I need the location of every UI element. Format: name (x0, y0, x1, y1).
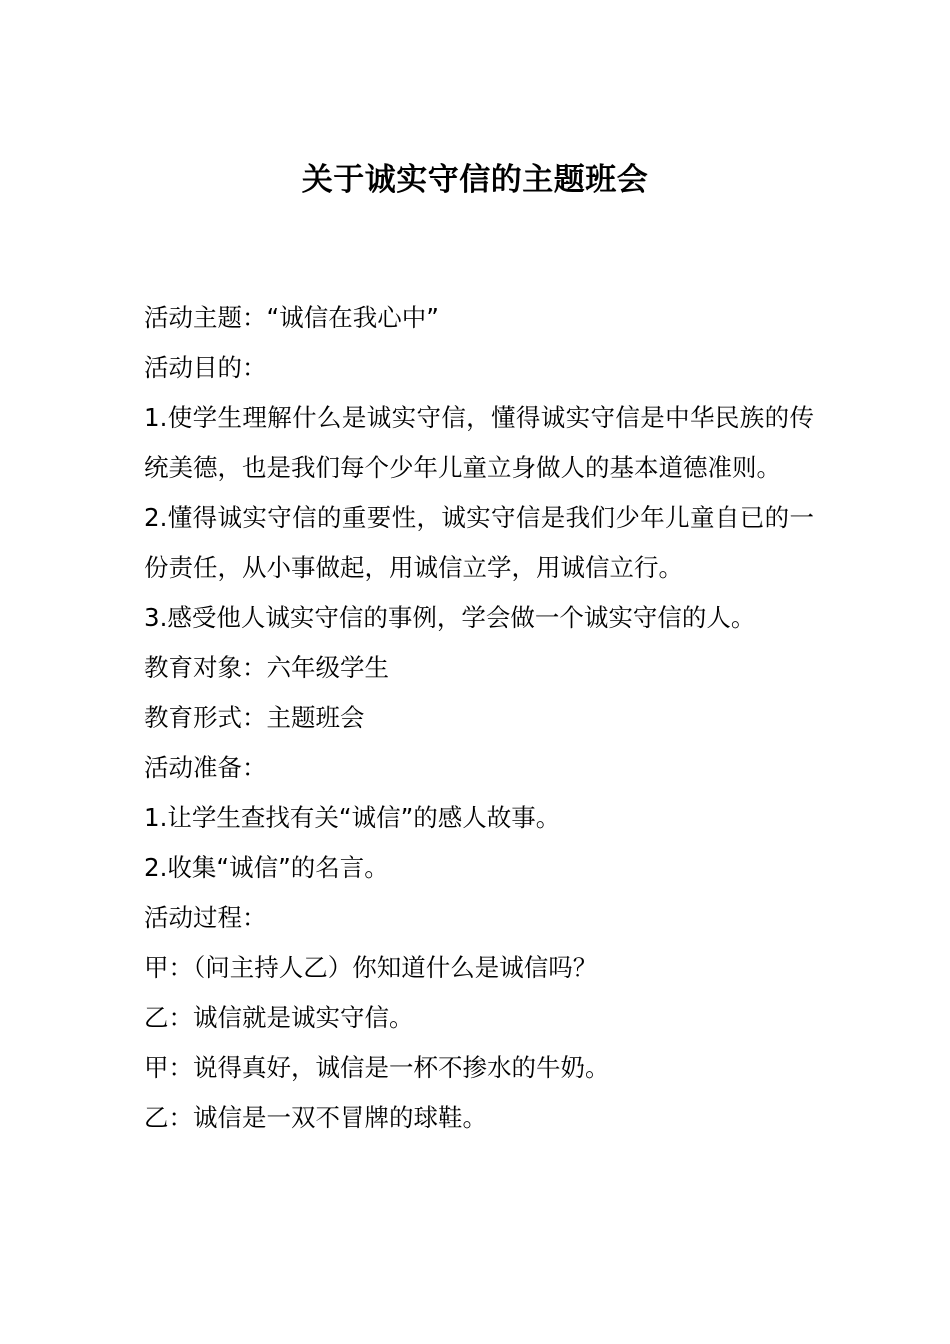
paragraph-dialogue-3: 甲：说得真好，诚信是一杯不掺水的牛奶。 (144, 1053, 610, 1082)
paragraph-purpose-1: 1.使学生理解什么是诚实守信，懂得诚实守信是中华民族的传统美德，也是我们每个少年儿童立身做人的基本道德准则。 (144, 403, 814, 482)
paragraph-dialogue-4: 乙：诚信是一双不冒牌的球鞋。 (144, 1103, 487, 1132)
paragraph-preparation-2: 2.收集“诚信”的名言。 (144, 853, 389, 882)
paragraph-education-form: 教育形式：主题班会 (144, 703, 365, 732)
document-title: 关于诚实守信的主题班会 (301, 162, 649, 198)
paragraph-dialogue-2: 乙：诚信就是诚实守信。 (144, 1003, 414, 1032)
document-body (144, 293, 814, 1143)
paragraph-purpose-2: 2.懂得诚实守信的重要性，诚实守信是我们少年儿童自已的一份责任，从小事做起，用诚信立学，用诚信立行。 (144, 503, 814, 582)
paragraph-dialogue-1: 甲：（问主持人乙）你知道什么是诚信吗？ (144, 953, 598, 982)
paragraph-activity-purpose-heading: 活动目的： (144, 353, 267, 382)
paragraph-activity-theme: 活动主题：“诚信在我心中” (144, 303, 439, 332)
paragraph-preparation-heading: 活动准备： (144, 753, 267, 782)
paragraph-education-target: 教育对象：六年级学生 (144, 653, 389, 682)
paragraph-preparation-1: 1.让学生查找有关“诚信”的感人故事。 (144, 803, 561, 832)
paragraph-process-heading: 活动过程： (144, 903, 267, 932)
paragraph-purpose-3: 3.感受他人诚实守信的事例，学会做一个诚实守信的人。 (144, 603, 756, 632)
